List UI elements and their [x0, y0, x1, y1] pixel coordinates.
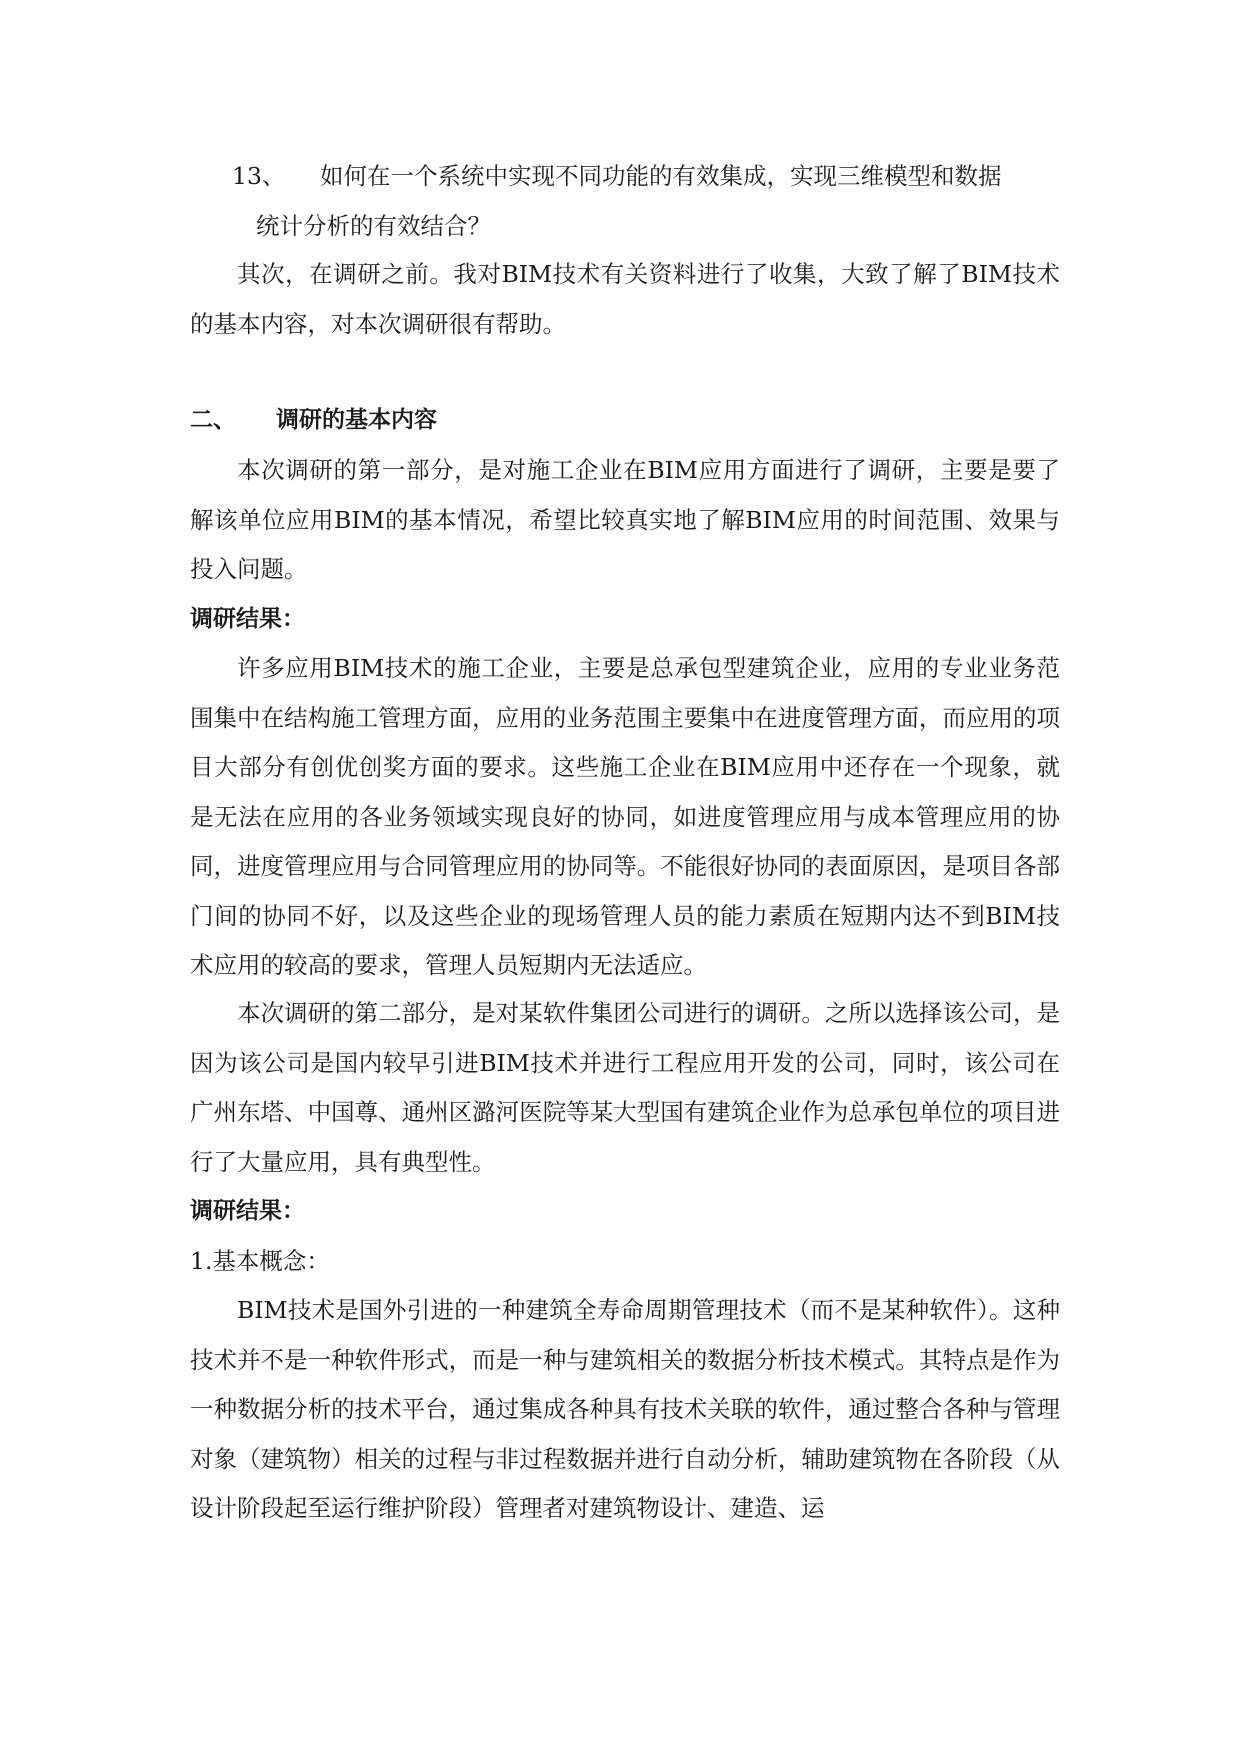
concept-heading: 1.基本概念：	[190, 1246, 330, 1275]
list-item-number: 13、	[232, 162, 286, 190]
section-title: 调研的基本内容	[276, 407, 437, 433]
list-item-text-line1: 如何在一个系统中实现不同功能的有效集成，实现三维模型和数据	[320, 162, 1002, 190]
section-heading-2	[190, 396, 437, 446]
part2-block	[190, 989, 1060, 1534]
list-item-13	[232, 152, 1062, 251]
intro-paragraph: 其次，在调研之前。我对BIM技术有关资料进行了收集，大致了解了BIM技术的基本内容，对本次调研很有帮助。	[190, 260, 1060, 338]
section-number: 二、	[190, 407, 236, 433]
part1-intro-paragraph: 本次调研的第一部分，是对施工企业在BIM应用方面进行了调研，主要是要了解该单位应用BIM的基本情况，希望比较真实地了解BIM应用的时间范围、效果与投入问题。	[190, 456, 1060, 583]
list-item-13-first-line	[232, 152, 1062, 202]
part1-result-label: 调研结果：	[190, 605, 305, 632]
part2-result-label: 调研结果：	[190, 1198, 305, 1224]
concept-paragraph: BIM技术是国外引进的一种建筑全寿命周期管理技术（而不是某种软件）。这种技术并不是一种软件形式，而是一种与建筑相关的数据分析技术模式。其特点是作为一种数据分析的技术平台，通过集成各种具有技术关联的软件，通过整合各种与管理对象（建筑物）相关的过程与非过程数据并进行自动分析，辅助建筑物在各阶段（从设计阶段起至运行维护阶段）管理者对建筑物设计、建造、运	[190, 1296, 1060, 1522]
part1-result-paragraph: 许多应用BIM技术的施工企业，主要是总承包型建筑企业，应用的专业业务范围集中在结构施工管理方面，应用的业务范围主要集中在进度管理方面，而应用的项目大部分有创优创奖方面的要求。这些施工企业在BIM应用中还存在一个现象，就是无法在应用的各业务领域实现良好的协同，如进度管理应用与成本管理应用的协同，进度管理应用与合同管理应用的协同等。不能很好协同的表面原因，是项目各部门间的协同不好，以及这些企业的现场管理人员的能力素质在短期内达不到BIM技术应用的较高的要求，管理人员短期内无法适应。	[190, 654, 1060, 979]
intro-block	[190, 250, 1060, 349]
list-item-text-line2: 统计分析的有效结合？	[256, 211, 491, 240]
part2-intro-paragraph: 本次调研的第二部分，是对某软件集团公司进行的调研。之所以选择该公司，是因为该公司是国内较早引进BIM技术并进行工程应用开发的公司，同时，该公司在广州东塔、中国尊、通州区潞河医院等某大型国有建筑企业作为总承包单位的项目进行了大量应用，具有典型性。	[190, 999, 1060, 1176]
part1-block	[190, 446, 1060, 991]
